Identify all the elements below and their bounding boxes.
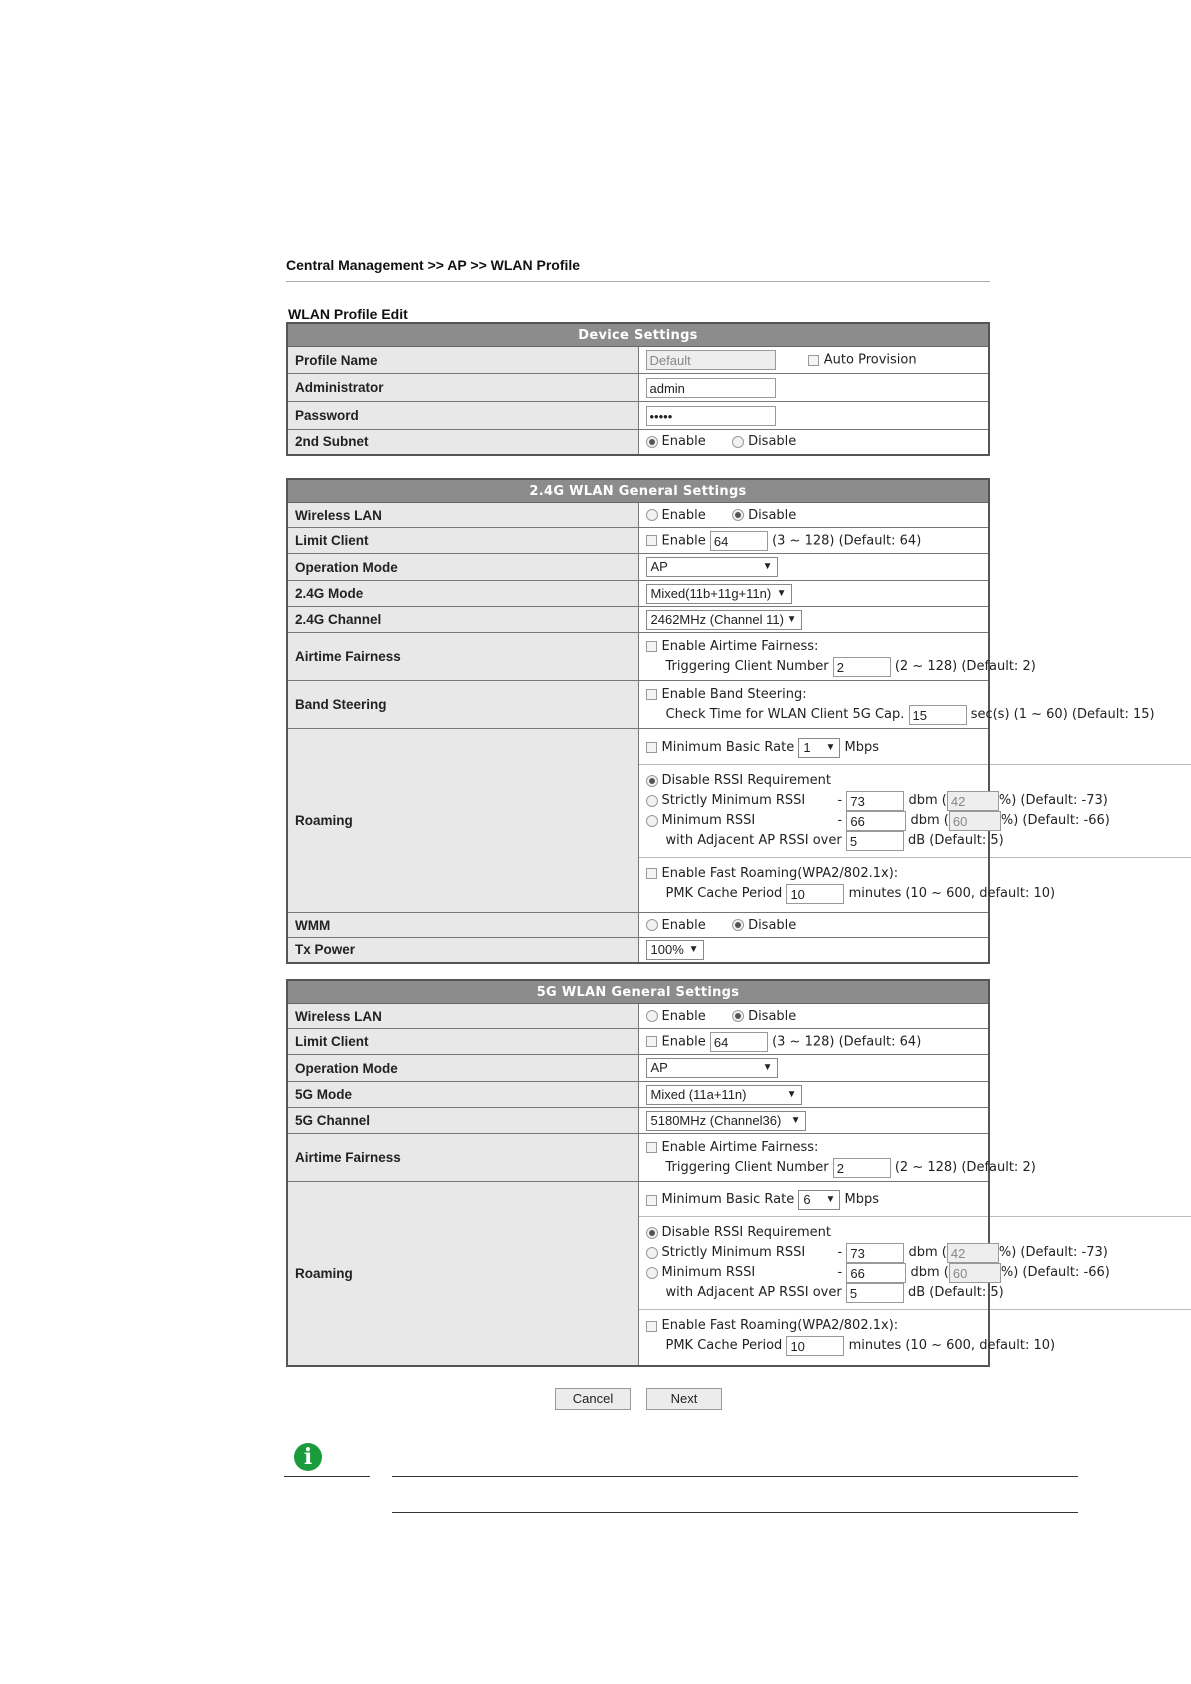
- chevron-down-icon: ▼: [790, 1114, 801, 1126]
- strict-rssi-24g-percent: 42: [947, 791, 999, 811]
- hint-text: (3 ~ 128) (Default: 64): [772, 1034, 922, 1049]
- subnet-enable-radio[interactable]: [646, 436, 658, 448]
- section-header: Device Settings: [287, 323, 989, 347]
- radio-label: Strictly Minimum RSSI: [661, 1245, 806, 1261]
- row-label: Profile Name: [287, 347, 638, 374]
- hint-text: dB (Default: 5): [907, 832, 1004, 848]
- field-label: with Adjacent AP RSSI over: [665, 832, 842, 848]
- radio-label: Disable: [748, 917, 797, 933]
- min-rssi-5g-radio[interactable]: [646, 1267, 658, 1279]
- row-value: [638, 402, 989, 430]
- select-value: 2462MHz (Channel 11): [650, 611, 784, 627]
- radio-label: Enable: [661, 1008, 706, 1024]
- row-label: Band Steering: [287, 681, 638, 729]
- strict-rssi-5g-percent: 42: [947, 1243, 999, 1263]
- divider: [392, 1476, 1078, 1477]
- limit-client-24g-checkbox[interactable]: [646, 535, 657, 546]
- row-label: Password: [287, 402, 638, 430]
- checkbox-label: Enable: [661, 533, 706, 548]
- pmk-cache-5g-input[interactable]: 10: [786, 1336, 844, 1356]
- hint-text: %) (Default: -66): [1000, 1265, 1110, 1281]
- row-label: 2.4G Channel: [287, 607, 638, 633]
- device-settings-table: [286, 322, 990, 456]
- field-label: Triggering Client Number: [665, 658, 829, 674]
- checkbox-label: Enable: [661, 1034, 706, 1049]
- administrator-input[interactable]: admin: [646, 378, 776, 398]
- select-value: 100%: [650, 941, 684, 957]
- cancel-button[interactable]: Cancel: [555, 1388, 631, 1410]
- channel-24g-select[interactable]: [646, 610, 802, 630]
- airtime-5g-checkbox[interactable]: [646, 1142, 657, 1153]
- section-header: 5G WLAN General Settings: [287, 980, 989, 1004]
- unit-text: Mbps: [844, 739, 880, 755]
- row-value: [638, 729, 1110, 913]
- row-value: [638, 503, 989, 528]
- row-value: [638, 938, 989, 963]
- wireless-5g-disable-radio[interactable]: [732, 1010, 744, 1022]
- triggering-5g-input[interactable]: 2: [833, 1158, 891, 1178]
- divider: [639, 1216, 1191, 1217]
- checkbox-label: Enable Airtime Fairness:: [661, 1139, 819, 1155]
- dash-text: -: [837, 792, 843, 808]
- chevron-down-icon: ▼: [688, 943, 699, 955]
- row-value: [638, 528, 989, 554]
- dash-text: -: [837, 1245, 843, 1261]
- triggering-24g-input[interactable]: 2: [833, 657, 891, 677]
- radio-label: Minimum RSSI: [661, 1265, 756, 1281]
- dash-text: -: [837, 1265, 843, 1281]
- min-basic-rate-5g-select[interactable]: [798, 1190, 840, 1210]
- select-value: AP: [650, 559, 668, 574]
- channel-5g-select[interactable]: [646, 1111, 806, 1131]
- radio-label: Strictly Minimum RSSI: [661, 792, 806, 808]
- hint-text: minutes (10 ~ 600, default: 10): [848, 1338, 1056, 1354]
- row-label: Administrator: [287, 374, 638, 402]
- row-label: Tx Power: [287, 938, 638, 963]
- chevron-down-icon: ▼: [786, 613, 797, 625]
- disable-rssi-5g-radio[interactable]: [646, 1227, 658, 1239]
- checkbox-label: Minimum Basic Rate: [661, 739, 795, 755]
- radio-label: Disable: [748, 1008, 797, 1024]
- dash-text: -: [837, 812, 843, 828]
- row-label: 2.4G Mode: [287, 581, 638, 607]
- select-value: 6: [803, 1192, 811, 1208]
- hint-text: (2 ~ 128) (Default: 2): [894, 658, 1036, 674]
- radio-label: Enable: [661, 434, 706, 450]
- field-label: PMK Cache Period: [665, 885, 783, 901]
- radio-label: Disable RSSI Requirement: [661, 772, 831, 788]
- field-label: Triggering Client Number: [665, 1159, 829, 1175]
- password-input[interactable]: •••••: [646, 406, 776, 426]
- row-label: Roaming: [287, 1182, 638, 1366]
- radio-label: Minimum RSSI: [661, 812, 756, 828]
- row-label: Operation Mode: [287, 1055, 638, 1082]
- airtime-24g-checkbox[interactable]: [646, 641, 657, 652]
- divider: [639, 764, 1191, 765]
- select-value: 5180MHz (Channel36): [650, 1112, 782, 1128]
- auto-provision-checkbox[interactable]: [808, 355, 819, 366]
- operation-mode-24g-select[interactable]: [646, 557, 778, 577]
- info-icon: i: [294, 1443, 322, 1471]
- checkbox-label: Minimum Basic Rate: [661, 1192, 795, 1208]
- checkbox-label: Enable Fast Roaming(WPA2/802.1x):: [661, 1318, 899, 1334]
- chevron-down-icon: ▼: [762, 561, 773, 572]
- profile-name-input[interactable]: Default: [646, 350, 776, 370]
- wlan-24g-settings-table: [286, 478, 1155, 964]
- wireless-24g-enable-radio[interactable]: [646, 509, 658, 521]
- hint-text: (3 ~ 128) (Default: 64): [772, 533, 922, 548]
- row-label: Operation Mode: [287, 554, 638, 581]
- divider: [284, 1476, 370, 1477]
- row-value: [638, 581, 989, 607]
- unit-text: dbm (: [910, 1265, 949, 1281]
- unit-text: dbm (: [908, 792, 947, 808]
- row-label: 2nd Subnet: [287, 430, 638, 455]
- checkbox-label: Enable Fast Roaming(WPA2/802.1x):: [661, 865, 899, 881]
- chevron-down-icon: ▼: [762, 1062, 773, 1073]
- row-value: [638, 1004, 989, 1029]
- row-value: [638, 1082, 989, 1108]
- min-rssi-24g-radio[interactable]: [646, 815, 658, 827]
- breadcrumb: Central Management >> AP >> WLAN Profile: [286, 257, 581, 273]
- row-label: 5G Mode: [287, 1082, 638, 1108]
- divider: [392, 1512, 1078, 1513]
- hint-text: dB (Default: 5): [907, 1285, 1004, 1301]
- row-value: [638, 607, 989, 633]
- row-value: [638, 1029, 989, 1055]
- unit-text: Mbps: [844, 1192, 880, 1208]
- min-rssi-24g-percent: 60: [949, 811, 1001, 831]
- field-label: with Adjacent AP RSSI over: [665, 1285, 842, 1301]
- select-value: Mixed(11b+11g+11n): [650, 585, 772, 601]
- row-label: Airtime Fairness: [287, 633, 638, 681]
- divider: [286, 281, 990, 282]
- mode-24g-select[interactable]: [646, 584, 792, 604]
- strict-rssi-24g-radio[interactable]: [646, 795, 658, 807]
- subnet-disable-radio[interactable]: [732, 436, 744, 448]
- page-title: WLAN Profile Edit: [288, 306, 408, 322]
- wmm-enable-radio[interactable]: [646, 919, 658, 931]
- row-label: WMM: [287, 913, 638, 938]
- unit-text: dbm (: [908, 1245, 947, 1261]
- hint-text: minutes (10 ~ 600, default: 10): [848, 885, 1056, 901]
- radio-label: Disable: [748, 434, 797, 450]
- check-time-input[interactable]: 15: [909, 705, 967, 725]
- limit-client-5g-input[interactable]: 64: [710, 1032, 768, 1052]
- wireless-5g-enable-radio[interactable]: [646, 1010, 658, 1022]
- row-value: [638, 430, 989, 455]
- strict-rssi-24g-input[interactable]: 73: [846, 791, 904, 811]
- checkbox-label: Enable Airtime Fairness:: [661, 638, 819, 654]
- row-label: Wireless LAN: [287, 503, 638, 528]
- hint-text: %) (Default: -73): [998, 792, 1108, 808]
- wireless-24g-disable-radio[interactable]: [732, 509, 744, 521]
- chevron-down-icon: ▼: [776, 587, 787, 599]
- radio-label: Enable: [661, 507, 706, 523]
- field-label: Check Time for WLAN Client 5G Cap.: [665, 706, 905, 722]
- adjacent-rssi-24g-input[interactable]: 5: [846, 831, 904, 851]
- row-label: Airtime Fairness: [287, 1134, 638, 1182]
- row-value: [638, 347, 989, 374]
- row-label: Limit Client: [287, 528, 638, 554]
- section-header: 2.4G WLAN General Settings: [287, 479, 989, 503]
- row-label: 5G Channel: [287, 1108, 638, 1134]
- hint-text: sec(s) (1 ~ 60) (Default: 15): [970, 706, 1155, 722]
- min-basic-rate-24g-checkbox[interactable]: [646, 742, 657, 753]
- chevron-down-icon: ▼: [825, 741, 836, 753]
- radio-label: Disable RSSI Requirement: [661, 1225, 831, 1241]
- min-basic-rate-5g-checkbox[interactable]: [646, 1195, 657, 1206]
- wlan-5g-settings-table: [286, 979, 1110, 1367]
- hint-text: %) (Default: -73): [998, 1245, 1108, 1261]
- limit-client-5g-checkbox[interactable]: [646, 1036, 657, 1047]
- row-label: Roaming: [287, 729, 638, 913]
- wmm-disable-radio[interactable]: [732, 919, 744, 931]
- min-rssi-5g-percent: 60: [949, 1263, 1001, 1283]
- row-label: Limit Client: [287, 1029, 638, 1055]
- chevron-down-icon: ▼: [786, 1088, 797, 1100]
- min-basic-rate-24g-select[interactable]: [798, 738, 840, 758]
- disable-rssi-24g-radio[interactable]: [646, 775, 658, 787]
- strict-rssi-5g-radio[interactable]: [646, 1247, 658, 1259]
- mode-5g-select[interactable]: [646, 1085, 802, 1105]
- unit-text: dbm (: [910, 812, 949, 828]
- adjacent-rssi-5g-input[interactable]: 5: [846, 1283, 904, 1303]
- checkbox-label: Enable Band Steering:: [661, 686, 807, 702]
- pmk-cache-24g-input[interactable]: 10: [786, 884, 844, 904]
- row-value: [638, 554, 989, 581]
- tx-power-select[interactable]: [646, 940, 704, 960]
- hint-text: (2 ~ 128) (Default: 2): [894, 1159, 1036, 1175]
- row-value: [638, 1108, 989, 1134]
- limit-client-24g-input[interactable]: 64: [710, 531, 768, 551]
- min-rssi-24g-input[interactable]: 66: [846, 811, 906, 831]
- row-value: [638, 1134, 1036, 1182]
- row-label: Wireless LAN: [287, 1004, 638, 1029]
- row-value: [638, 1182, 1110, 1366]
- chevron-down-icon: ▼: [825, 1194, 836, 1206]
- select-value: Mixed (11a+11n): [650, 1086, 747, 1102]
- row-value: [638, 913, 989, 938]
- next-button[interactable]: Next: [646, 1388, 722, 1410]
- fast-roaming-24g-checkbox[interactable]: [646, 868, 657, 879]
- min-rssi-5g-input[interactable]: 66: [846, 1263, 906, 1283]
- select-value: 1: [803, 739, 811, 755]
- hint-text: %) (Default: -66): [1000, 812, 1110, 828]
- band-steering-checkbox[interactable]: [646, 689, 657, 700]
- fast-roaming-5g-checkbox[interactable]: [646, 1321, 657, 1332]
- row-value: [638, 633, 1036, 681]
- operation-mode-5g-select[interactable]: [646, 1058, 778, 1078]
- field-label: PMK Cache Period: [665, 1338, 783, 1354]
- select-value: AP: [650, 1060, 668, 1075]
- strict-rssi-5g-input[interactable]: 73: [846, 1243, 904, 1263]
- checkbox-label: Auto Provision: [823, 352, 917, 368]
- row-value: [638, 374, 989, 402]
- radio-label: Disable: [748, 507, 797, 523]
- row-value: [638, 1055, 989, 1082]
- divider: [639, 857, 1191, 858]
- row-value: [638, 681, 1155, 729]
- radio-label: Enable: [661, 917, 706, 933]
- divider: [639, 1309, 1191, 1310]
